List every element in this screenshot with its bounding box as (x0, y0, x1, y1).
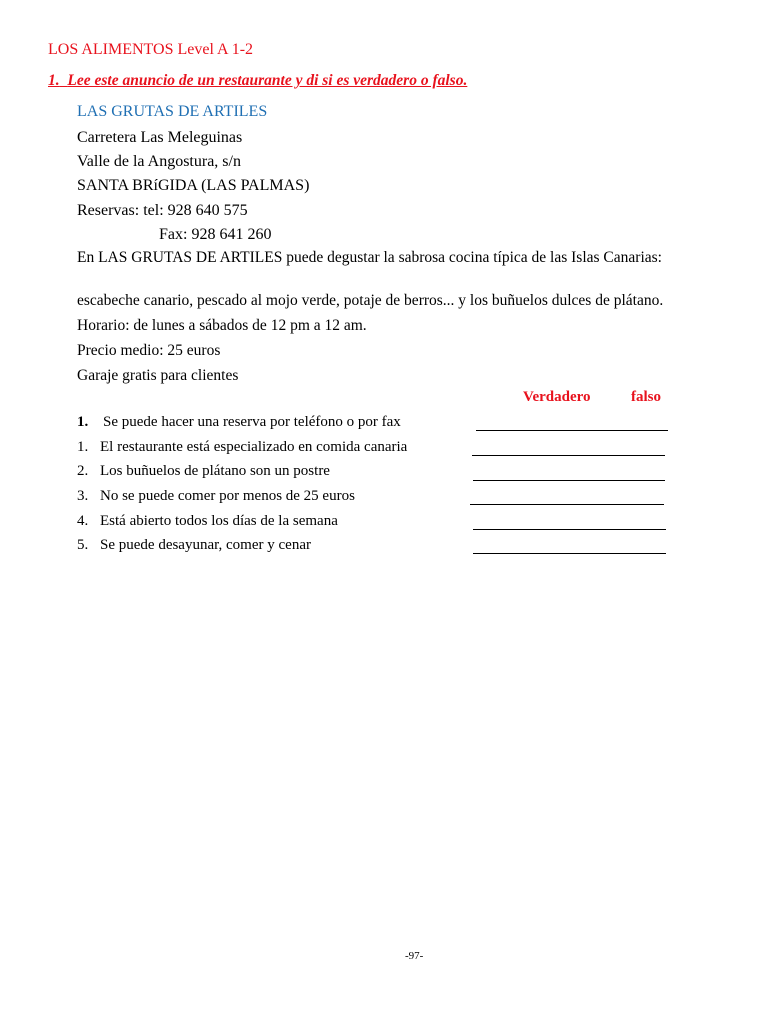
quiz-item-text: Se puede desayunar, comer y cenar (100, 537, 311, 553)
parking-info: Garaje gratis para clientes (77, 367, 239, 384)
quiz-item (77, 439, 407, 456)
answer-line[interactable] (473, 553, 666, 554)
address-line-2: Valle de la Angostura, s/n (77, 153, 241, 170)
quiz-item-number: 4. (77, 513, 89, 529)
quiz-item (77, 513, 338, 530)
answer-line[interactable] (473, 529, 666, 530)
quiz-item-number: 5. (77, 537, 89, 553)
quiz-item (77, 463, 330, 480)
address-line-1: Carretera Las Meleguinas (77, 129, 243, 146)
quiz-item-number: 1. (77, 439, 89, 455)
restaurant-description: En LAS GRUTAS DE ARTILES puede degustar la sabrosa cocina típica de las Islas Canarias: (77, 249, 662, 266)
quiz-item (77, 414, 401, 431)
answer-line[interactable] (476, 430, 668, 431)
instruction-number: 1. (48, 72, 60, 89)
quiz-item-number: 1. (77, 414, 89, 430)
opening-hours: Horario: de lunes a sábados de 12 pm a 12 am. (77, 317, 367, 334)
quiz-item-number: 3. (77, 488, 89, 504)
restaurant-name: LAS GRUTAS DE ARTILES (77, 103, 268, 120)
reservation-fax: Fax: 928 641 260 (159, 226, 272, 243)
answer-line[interactable] (472, 455, 665, 456)
page-title: LOS ALIMENTOS Level A 1-2 (48, 41, 254, 58)
quiz-item (77, 488, 355, 505)
quiz-item (77, 537, 311, 554)
address-line-3: SANTA BRíGIDA (LAS PALMAS) (77, 177, 310, 194)
quiz-item-text: Los buñuelos de plátano son un postre (100, 463, 330, 479)
quiz-item-text: El restaurante está especializado en comida canaria (100, 439, 408, 455)
average-price: Precio medio: 25 euros (77, 342, 221, 359)
instruction (48, 72, 467, 90)
page-number: -97- (405, 950, 424, 962)
answer-line[interactable] (473, 480, 665, 481)
quiz-item-text: Se puede hacer una reserva por teléfono o por fax (103, 414, 401, 430)
column-false-header: falso (631, 389, 661, 405)
column-true-header: Verdadero (523, 389, 591, 405)
quiz-item-number: 2. (77, 463, 89, 479)
answer-line[interactable] (470, 504, 664, 505)
quiz-item-text: Está abierto todos los días de la semana (100, 513, 338, 529)
instruction-text: Lee este anuncio de un restaurante y di si es verdadero o falso. (67, 72, 468, 89)
reservation-phone: Reservas: tel: 928 640 575 (77, 202, 248, 219)
dishes-list: escabeche canario, pescado al mojo verde, potaje de berros... y los buñuelos dulces de plátano. (77, 292, 664, 309)
quiz-item-text: No se puede comer por menos de 25 euros (100, 488, 355, 504)
